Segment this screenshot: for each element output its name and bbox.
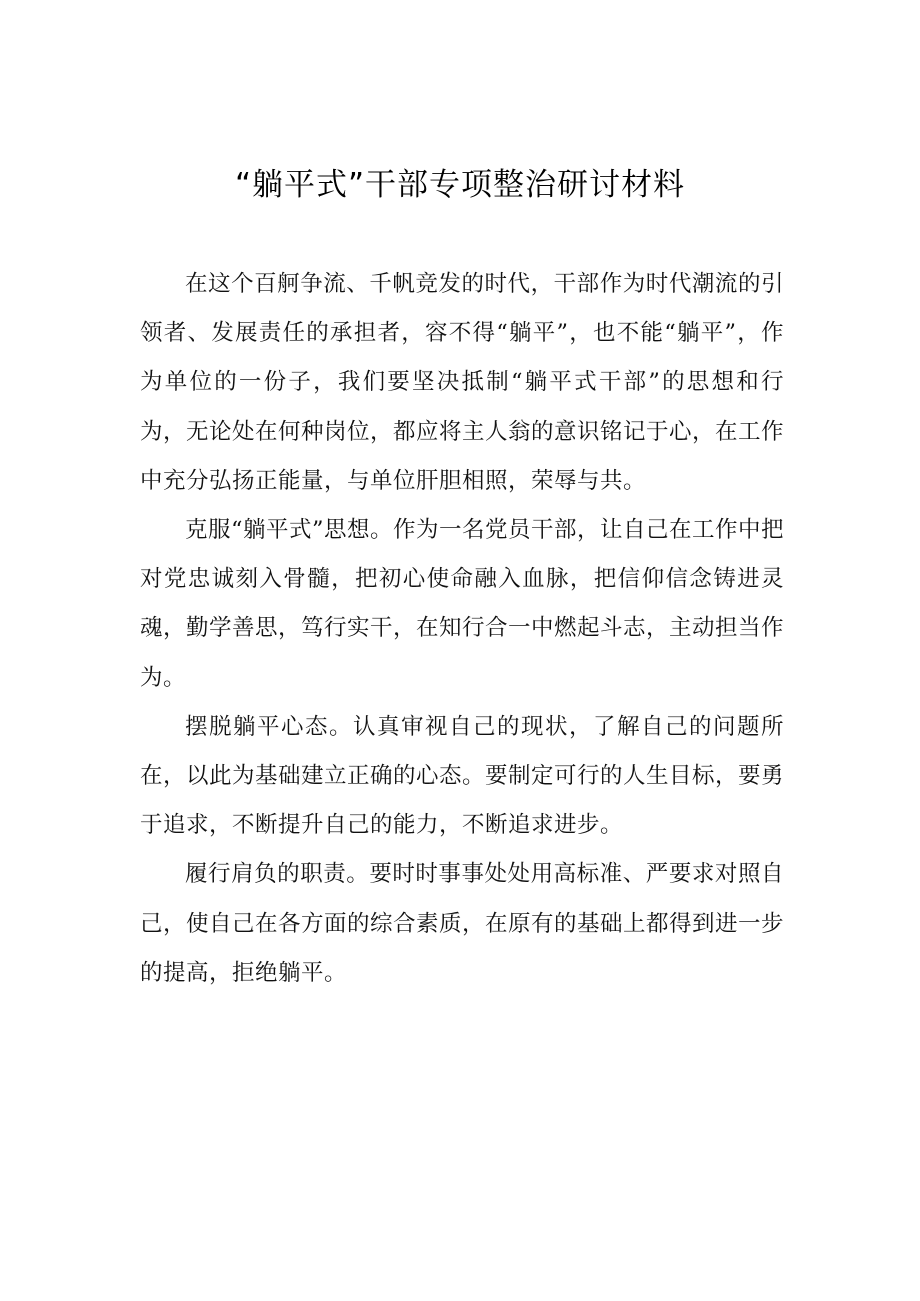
paragraph-intro: 在这个百舸争流、千帆竞发的时代，干部作为时代潮流的引领者、发展责任的承担者，容不得“躺平”，也不能“躺平”，作为单位的一份子，我们要坚决抵制“躺平式干部”的思想和行为，无论处在何种岗位，都应将主人翁的意识铭记于心，在工作中充分弘扬正能量，与单位肝胆相照，荣辱与共。	[140, 271, 785, 494]
paragraph-escape-attitude: 摆脱躺平心态。认真审视自己的现状，了解自己的问题所在，以此为基础建立正确的心态。要制定可行的人生目标，要勇于追求，不断提升自己的能力，不断追求进步。	[140, 713, 785, 839]
paragraph-overcome-mindset: 克服“躺平式”思想。作为一名党员干部，让自己在工作中把对党忠诚刻入骨髓，把初心使命融入血脉，把信仰信念铸进灵魂，勤学善思，笃行实干，在知行合一中燃起斗志，主动担当作为。	[140, 517, 785, 691]
document-body	[140, 260, 784, 998]
paragraph-fulfill-duties: 履行肩负的职责。要时时事事处处用高标准、严要求对照自己，使自己在各方面的综合素质，在原有的基础上都得到进一步的提高，拒绝躺平。	[140, 861, 785, 986]
document-title: “躺平式”干部专项整治研讨材料	[234, 167, 686, 203]
